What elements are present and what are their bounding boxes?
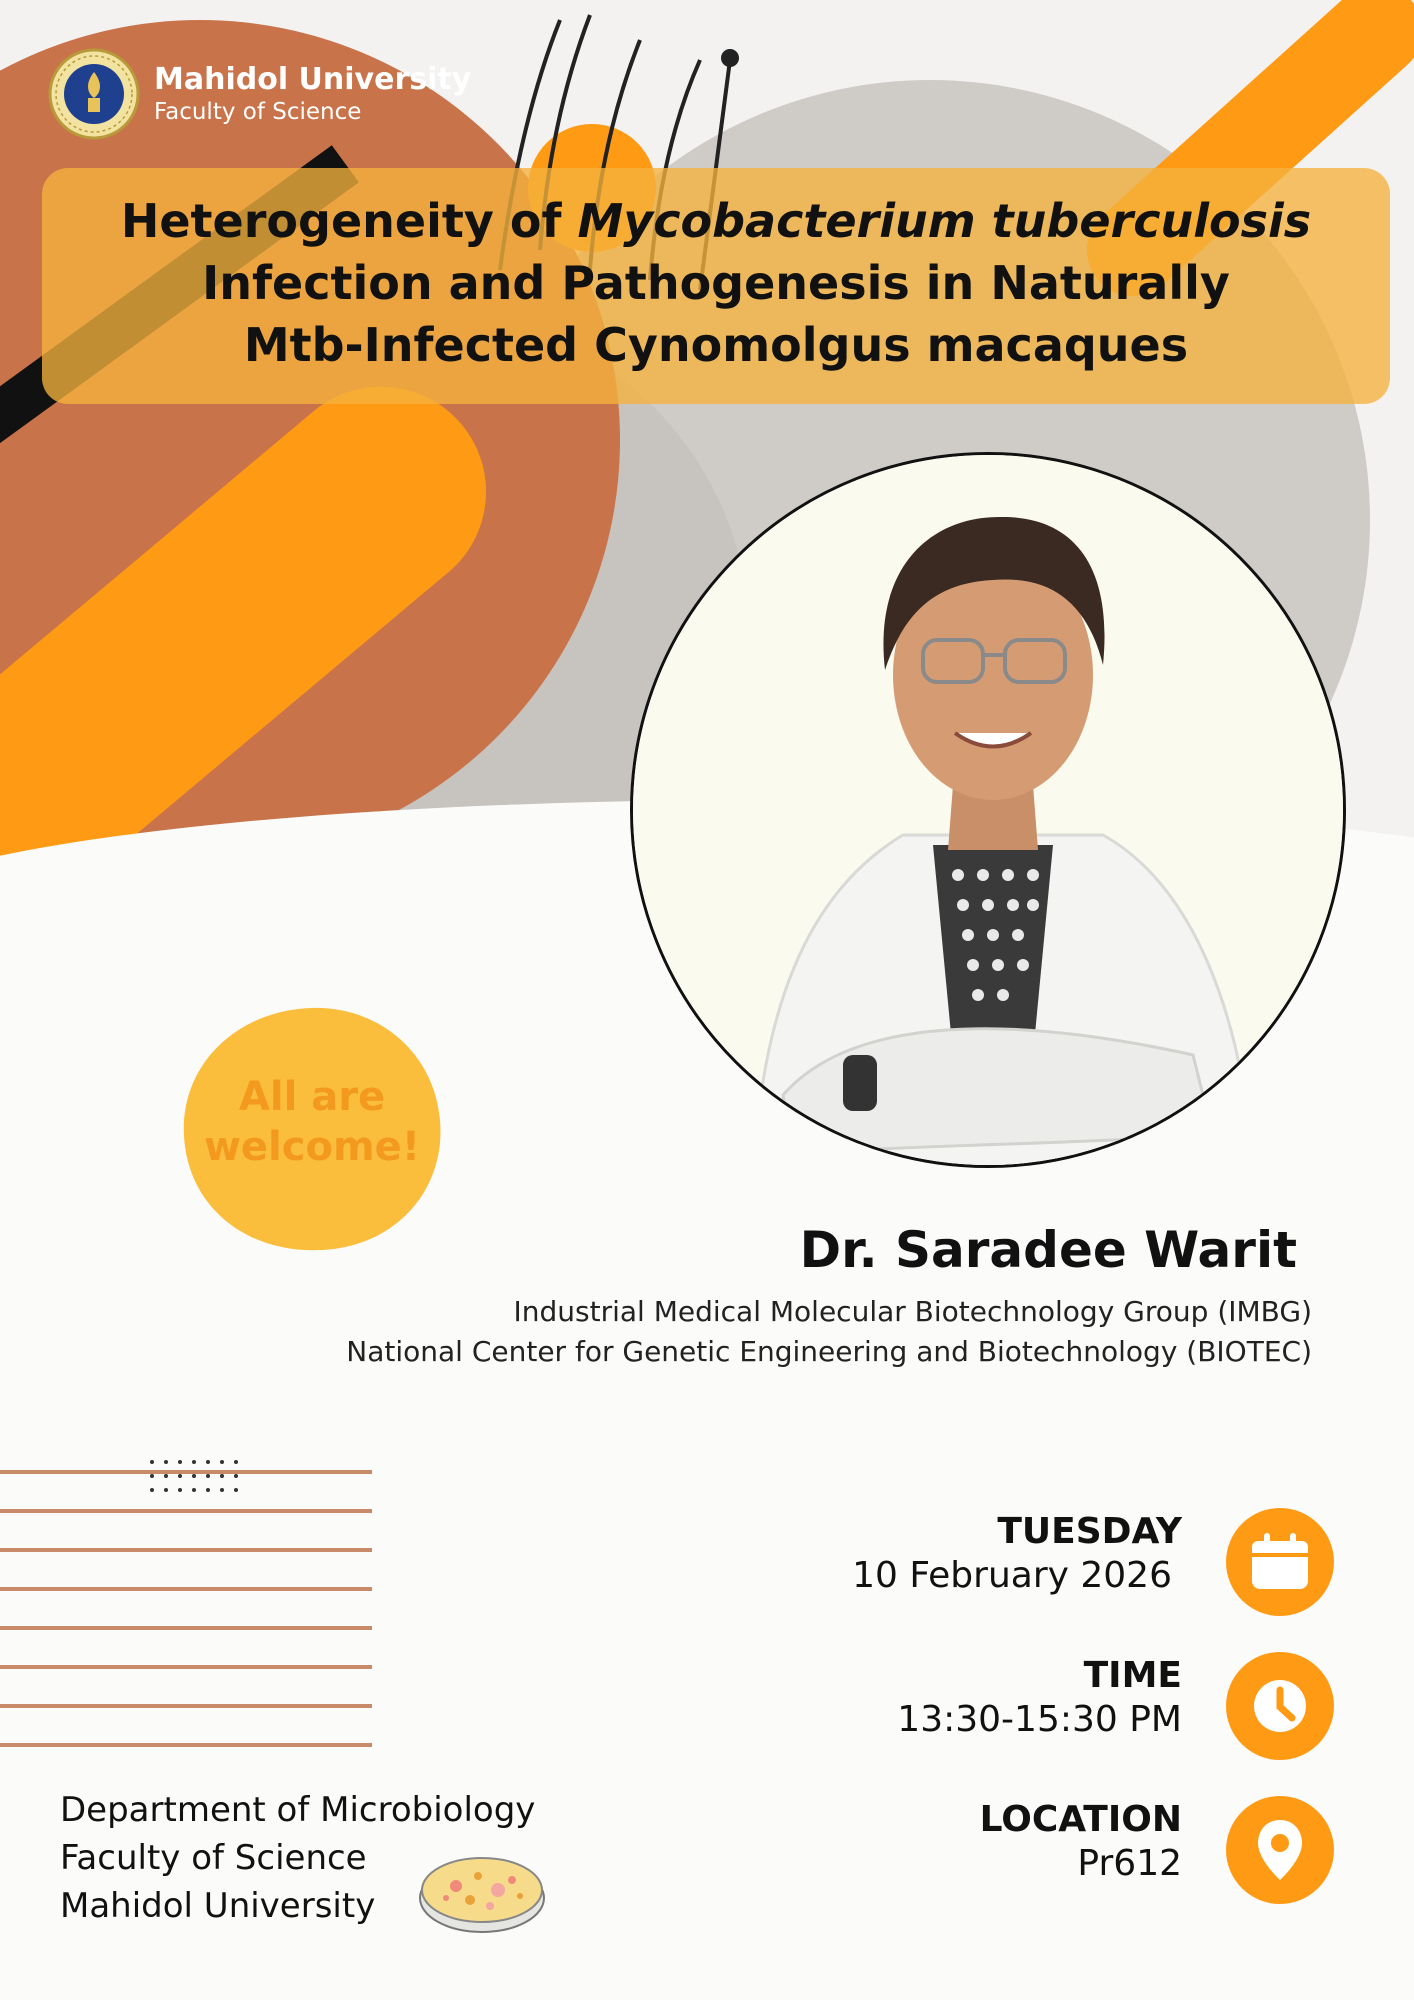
title-prefix: Heterogeneity of: [120, 194, 578, 248]
location-value: Pr612: [1077, 1843, 1182, 1884]
decor-dot: [234, 1460, 238, 1464]
decor-dot: [192, 1460, 196, 1464]
title-species: Mycobacterium tuberculosis: [577, 194, 1312, 248]
talk-title: [42, 168, 1390, 404]
decor-dot: [220, 1474, 224, 1478]
decor-dot: [220, 1460, 224, 1464]
decor-dot: [192, 1474, 196, 1478]
location-label: LOCATION: [979, 1799, 1182, 1840]
location-pin-icon: [1226, 1796, 1334, 1904]
time-value: 13:30-15:30 PM: [897, 1699, 1182, 1740]
date-value: 10 February 2026: [852, 1555, 1172, 1596]
decor-dot: [234, 1488, 238, 1492]
university-logo: [48, 48, 471, 140]
university-seal-icon: [48, 48, 140, 140]
department-line-3: Mahidol University: [60, 1886, 376, 1926]
decor-dot: [220, 1488, 224, 1492]
calendar-icon: [1226, 1508, 1334, 1616]
speaker-name: Dr. Saradee Warit: [799, 1221, 1297, 1279]
decor-dot: [164, 1474, 168, 1478]
decor-dot: [164, 1488, 168, 1492]
welcome-text: [178, 1072, 446, 1172]
title-line-1: [42, 190, 1390, 252]
department-line-1: Department of Microbiology: [60, 1790, 536, 1830]
petri-dish-icon: [416, 1846, 548, 1936]
speaker-photo: [630, 452, 1346, 1168]
time-label: TIME: [1083, 1655, 1182, 1696]
faculty-name: Faculty of Science: [154, 99, 362, 125]
decor-dot: [150, 1474, 154, 1478]
decor-dot: [178, 1460, 182, 1464]
title-line-2: Infection and Pathogenesis in Naturally: [202, 256, 1230, 310]
decor-dot: [206, 1474, 210, 1478]
decor-dot: [206, 1460, 210, 1464]
decor-dot: [150, 1488, 154, 1492]
title-line-3: Mtb-Infected Cynomolgus macaques: [243, 318, 1189, 372]
location-block: [980, 1798, 1182, 1886]
decor-dot: [178, 1474, 182, 1478]
affiliation-line-2: National Center for Genetic Engineering and Biotechnology (BIOTEC): [346, 1335, 1312, 1368]
affiliation-line-1: Industrial Medical Molecular Biotechnology Group (IMBG): [513, 1295, 1312, 1328]
welcome-line-2: welcome!: [203, 1124, 421, 1170]
clock-icon: [1226, 1652, 1334, 1760]
decor-dot: [164, 1460, 168, 1464]
decor-dot: [234, 1474, 238, 1478]
decor-dot: [206, 1488, 210, 1492]
department-line-2: Faculty of Science: [60, 1838, 367, 1878]
day-label: TUESDAY: [997, 1511, 1182, 1552]
decor-dot: [192, 1488, 196, 1492]
decor-dot: [150, 1460, 154, 1464]
speaker-affiliation: [346, 1292, 1312, 1372]
date-block: [852, 1510, 1182, 1598]
welcome-line-1: All are: [238, 1074, 386, 1120]
time-block: [897, 1654, 1182, 1742]
university-name: Mahidol University: [154, 62, 472, 97]
speaker-portrait: [633, 455, 1346, 1168]
decor-dot: [178, 1488, 182, 1492]
